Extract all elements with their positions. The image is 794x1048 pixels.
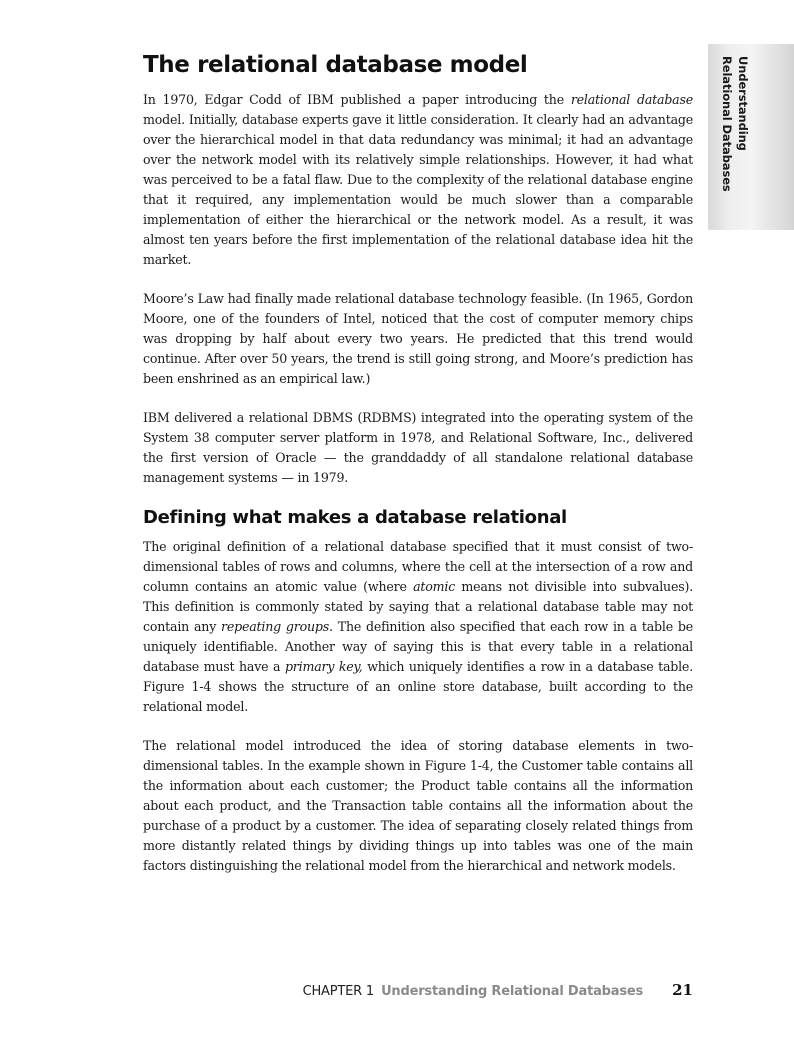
emphasized-term: primary key, [284, 659, 363, 674]
chapter-side-tab [708, 44, 794, 230]
text-run: . The definition also specified that each row in a table be uniquely identifiable. Another way of saying this is that every table in a relational database must have a [143, 619, 693, 674]
paragraph [143, 408, 693, 488]
side-tab-line-2: Relational Databases [720, 56, 734, 192]
text-run: Moore’s Law had finally made relational database technology feasible. (In 1965, Gordon Moore, one of the founders of Intel, noticed that the cost of computer memory chips was dropping by half about every two years. He predicted that this trend would continue. After over 50 years, the trend is still going strong, and Moore’s prediction has been enshrined as an empirical law.) [143, 291, 693, 386]
paragraph [143, 736, 693, 876]
text-run: which uniquely identifies a row in a database table. Figure 1-4 shows the structure of an online store database, built according to the relational model. [143, 659, 693, 714]
section-heading-relational-model: The relational database model [143, 52, 528, 78]
text-run: In 1970, Edgar Codd of IBM published a paper introducing the [143, 92, 571, 107]
paragraph [143, 537, 693, 717]
footer-chapter-title: Understanding Relational Databases [381, 984, 644, 999]
emphasized-term: repeating groups [221, 619, 330, 634]
paragraph [143, 90, 693, 270]
side-tab-line-1: Understanding [736, 56, 750, 151]
page-body [143, 52, 693, 897]
side-tab-label [720, 56, 754, 216]
text-run: means not divisible into subvalues). This definition is commonly stated by saying that a relational database table may not contain any [143, 579, 693, 634]
text-run: model. Initially, database experts gave it little consideration. It clearly had an advantage over the hierarchical model in that data redundancy was minimal; it had an advantage over the network model with its relatively simple relationships. However, it had what was perceived to be a fatal flaw. Due to the complexity of the relational database engine that it required, any implementation would be much slower than a comparable implementation of either the hierarchical or the network model. As a result, it was almost ten years before the first implementation of the relational database idea hit the market. [143, 112, 693, 267]
emphasized-term: relational database [570, 92, 694, 107]
page-number: 21 [672, 981, 693, 999]
paragraph [143, 289, 693, 389]
section-heading-defining-relational: Defining what makes a database relational [143, 507, 567, 528]
page-footer [143, 980, 693, 999]
text-run: The original definition of a relational database specified that it must consist of two-dimensional tables of rows and columns, where the cell at the intersection of a row and column contains an atomic value (where [143, 539, 693, 594]
text-run: The relational model introduced the idea of storing database elements in two-dimensional tables. In the example shown in Figure 1-4, the Customer table contains all the information about each customer; the Product table contains all the information about each product, and the Transaction table contains all the information about the purchase of a product by a customer. The idea of separating closely related things from more distantly related things by dividing things up into tables was one of the main factors distinguishing the relational model from the hierarchical and network models. [143, 738, 693, 873]
footer-chapter-label: CHAPTER 1 [302, 984, 374, 999]
text-run: IBM delivered a relational DBMS (RDBMS) integrated into the operating system of the System 38 computer server platform in 1978, and Relational Software, Inc., delivered the first version of Oracle — the granddaddy of all standalone relational database management systems — in 1979. [143, 410, 693, 485]
emphasized-term: atomic [413, 579, 456, 594]
